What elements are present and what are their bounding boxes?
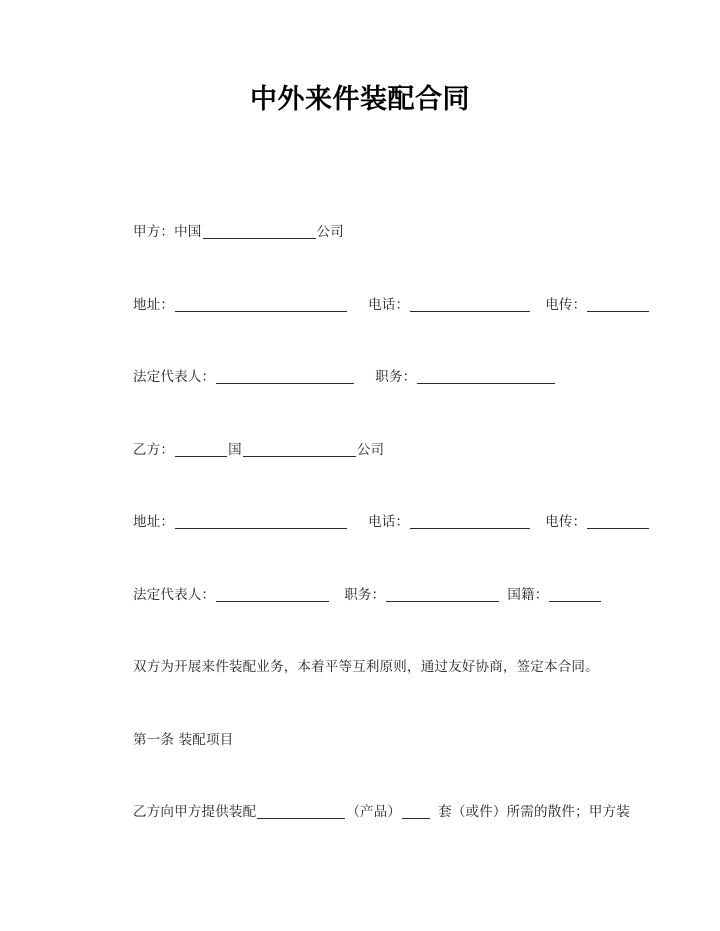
- party-a-legal-rep-line: [133, 367, 633, 387]
- party-b-legal-rep-blank[interactable]: [216, 589, 329, 602]
- party-b-name-line: [133, 440, 633, 460]
- party-b-name-label: 乙方：: [133, 441, 175, 458]
- party-a-title-label: 职务：: [375, 369, 417, 385]
- preamble-paragraph: 双方为开展来件装配业务，本着平等互利原则，通过友好协商，签定本合同。: [133, 659, 599, 675]
- party-a-title-blank[interactable]: [417, 371, 555, 384]
- party-a-name-blank[interactable]: [203, 226, 316, 239]
- party-b-fax-blank[interactable]: [587, 516, 649, 529]
- party-b-title-blank[interactable]: [386, 589, 499, 602]
- article-one-body-part1: 乙方向甲方提供装配: [133, 804, 257, 820]
- party-a-contact-line: [133, 295, 633, 315]
- party-b-phone-label: 电话：: [368, 514, 410, 530]
- party-b-name-blank[interactable]: [243, 444, 356, 457]
- party-b-fax-label: 电传：: [545, 514, 587, 530]
- page-title: 中外来件装配合同: [250, 84, 470, 115]
- party-a-fax-blank[interactable]: [587, 299, 649, 312]
- party-b-legal-rep-label: 法定代表人：: [133, 586, 216, 603]
- article-one-body: [133, 802, 633, 822]
- party-b-name-suffix: 公司: [356, 441, 385, 458]
- party-a-name-line: [133, 222, 633, 242]
- party-b-address-label: 地址：: [133, 514, 175, 530]
- article-one-heading: 第一条 装配项目: [133, 731, 234, 748]
- article-one-product-blank[interactable]: [257, 806, 345, 819]
- party-b-phone-blank[interactable]: [410, 516, 530, 529]
- article-one-body-part2: （产品）: [346, 804, 402, 820]
- article-one-body-part3: 套（或件）所需的散件；甲方装: [438, 804, 630, 820]
- party-b-contact-line: [133, 512, 633, 532]
- party-a-name-suffix: 公司: [316, 224, 344, 240]
- party-b-country-blank[interactable]: [175, 444, 227, 457]
- party-b-title-label: 职务：: [344, 586, 386, 603]
- party-a-phone-label: 电话：: [368, 296, 410, 313]
- party-b-nationality-blank[interactable]: [549, 589, 601, 602]
- party-a-legal-rep-label: 法定代表人：: [133, 369, 216, 385]
- party-a-fax-label: 电传：: [545, 296, 587, 313]
- party-b-address-blank[interactable]: [175, 516, 347, 529]
- party-a-phone-blank[interactable]: [410, 299, 530, 312]
- party-a-name-label: 甲方：中国: [133, 224, 202, 240]
- contract-body: [133, 222, 633, 822]
- article-one-quantity-blank[interactable]: [402, 806, 430, 819]
- party-b-country-label: 国: [228, 441, 242, 458]
- party-a-address-label: 地址：: [133, 296, 175, 313]
- party-b-nationality-label: 国籍：: [507, 586, 549, 603]
- party-a-address-blank[interactable]: [175, 299, 347, 312]
- party-a-legal-rep-blank[interactable]: [216, 371, 354, 384]
- party-b-legal-rep-line: [133, 585, 633, 605]
